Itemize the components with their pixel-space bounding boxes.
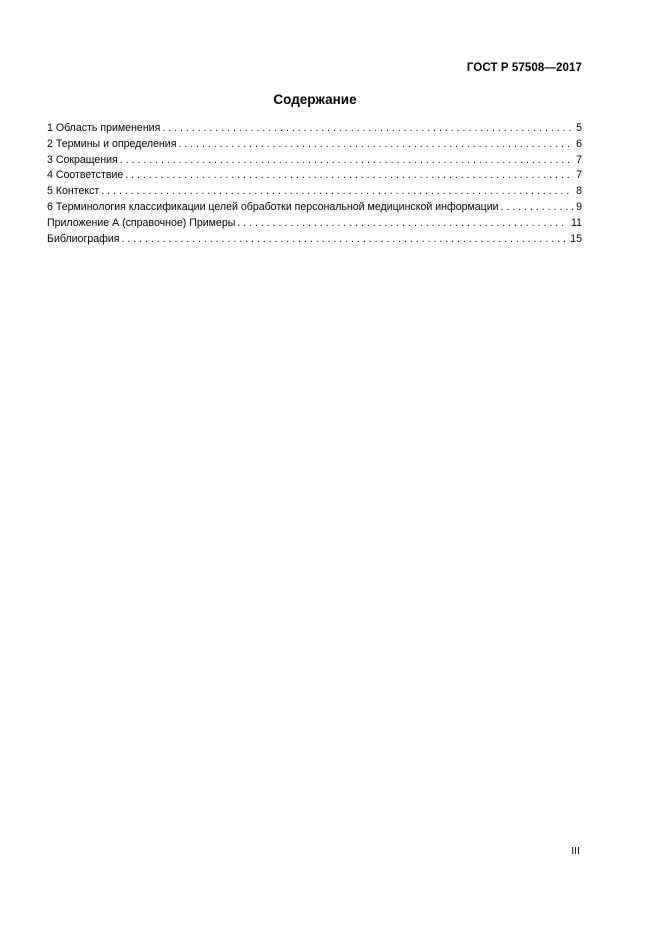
table-of-contents [47,121,582,247]
toc-item-page: 7 [576,153,582,166]
toc-item-label: 5 Контекст [47,185,100,198]
toc-item-page: 5 [576,122,582,134]
toc-item-page: 11 [571,216,582,229]
toc-item-label: 1 Область применения [47,122,161,134]
toc-item-page: 15 [570,232,582,245]
toc-item-label: 4 Соответствие [47,169,124,182]
toc-item-label: 3 Сокращения [47,153,118,166]
toc-item-scope[interactable] [47,121,582,137]
toc-item-annex-a[interactable] [47,216,582,232]
toc-dot-leader [125,168,573,184]
toc-dot-leader [501,200,574,216]
page-number: III [571,845,580,857]
toc-item-label: Библиография [47,232,120,245]
toc-item-page: 6 [576,137,582,150]
toc-dot-leader [162,121,573,137]
toc-dot-leader [237,216,568,232]
toc-item-page: 9 [576,200,582,213]
toc-dot-leader [101,184,573,200]
toc-dot-leader [121,232,567,248]
toc-dot-leader [178,137,573,153]
toc-dot-leader [120,153,573,169]
toc-item-conformance[interactable] [47,168,582,184]
toc-item-page: 8 [576,185,582,198]
toc-item-bibliography[interactable] [47,232,582,248]
toc-item-label: 6 Терминология классификации целей обработки персональной медицинской информации [47,200,499,213]
toc-item-label: Приложение А (справочное) Примеры [47,216,236,229]
toc-item-page: 7 [576,169,582,182]
toc-item-context[interactable] [47,184,582,200]
toc-item-abbreviations[interactable] [47,153,582,169]
toc-item-terminology[interactable] [47,200,582,216]
standard-id-header: ГОСТ Р 57508—2017 [466,62,582,74]
toc-title: Содержание [273,92,357,107]
toc-item-terms[interactable] [47,137,582,153]
toc-item-label: 2 Термины и определения [47,137,177,150]
